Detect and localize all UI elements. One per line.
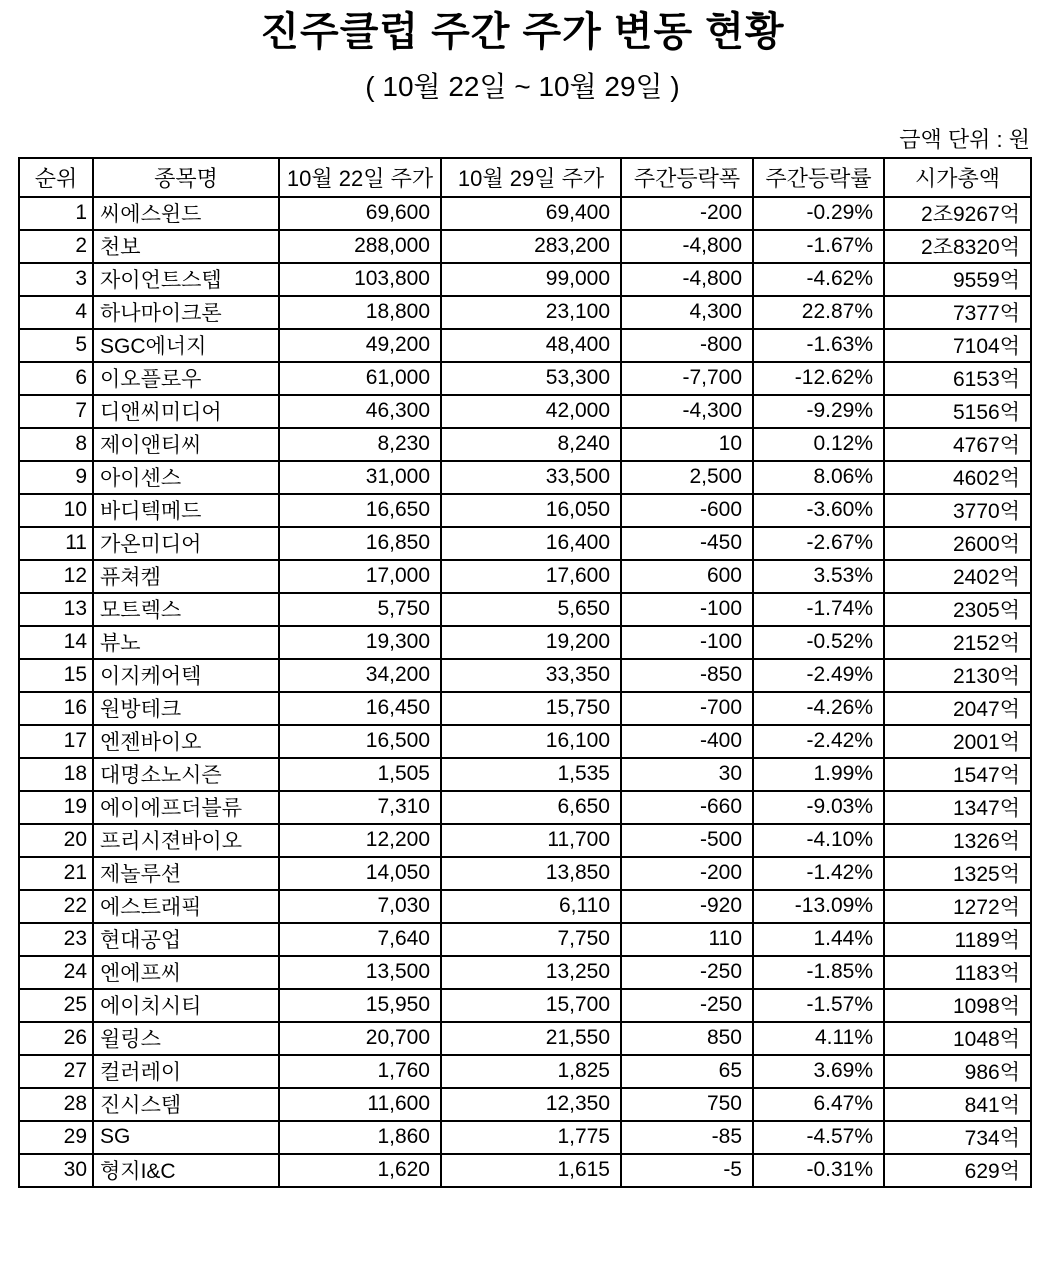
cell-name: 이지케어텍	[93, 659, 279, 692]
cell-market-cap: 1547억	[884, 758, 1031, 791]
cell-price-oct29: 7,750	[441, 923, 621, 956]
table-row	[19, 494, 1031, 527]
cell-rank: 17	[19, 725, 93, 758]
cell-name: 이오플로우	[93, 362, 279, 395]
cell-rank: 2	[19, 230, 93, 263]
cell-price-oct22: 288,000	[279, 230, 441, 263]
header-cell-price-oct22: 10월 22일 주가	[279, 158, 441, 197]
table-row	[19, 263, 1031, 296]
cell-change-amount: 600	[621, 560, 753, 593]
cell-change-rate: -4.10%	[753, 824, 884, 857]
cell-price-oct22: 31,000	[279, 461, 441, 494]
cell-price-oct22: 7,310	[279, 791, 441, 824]
cell-name: 프리시젼바이오	[93, 824, 279, 857]
cell-market-cap: 1325억	[884, 857, 1031, 890]
cell-rank: 21	[19, 857, 93, 890]
table-row	[19, 956, 1031, 989]
cell-change-rate: 3.69%	[753, 1055, 884, 1088]
cell-market-cap: 841억	[884, 1088, 1031, 1121]
cell-change-rate: 1.44%	[753, 923, 884, 956]
cell-name: 대명소노시즌	[93, 758, 279, 791]
cell-price-oct29: 42,000	[441, 395, 621, 428]
cell-name: 윌링스	[93, 1022, 279, 1055]
header-cell-price-oct29: 10월 29일 주가	[441, 158, 621, 197]
cell-market-cap: 2조9267억	[884, 197, 1031, 230]
cell-rank: 4	[19, 296, 93, 329]
cell-rank: 15	[19, 659, 93, 692]
cell-change-amount: -500	[621, 824, 753, 857]
cell-market-cap: 1183억	[884, 956, 1031, 989]
cell-change-rate: 3.53%	[753, 560, 884, 593]
cell-change-amount: 4,300	[621, 296, 753, 329]
table-row	[19, 692, 1031, 725]
cell-rank: 11	[19, 527, 93, 560]
cell-change-rate: 0.12%	[753, 428, 884, 461]
table-row	[19, 1121, 1031, 1154]
table-row	[19, 1088, 1031, 1121]
cell-change-amount: -4,800	[621, 230, 753, 263]
cell-name: 가온미디어	[93, 527, 279, 560]
cell-price-oct22: 15,950	[279, 989, 441, 1022]
cell-price-oct29: 21,550	[441, 1022, 621, 1055]
cell-rank: 19	[19, 791, 93, 824]
cell-price-oct22: 34,200	[279, 659, 441, 692]
table-row	[19, 593, 1031, 626]
header-cell-rank: 순위	[19, 158, 93, 197]
cell-change-rate: -0.52%	[753, 626, 884, 659]
cell-change-amount: -4,800	[621, 263, 753, 296]
cell-change-amount: 2,500	[621, 461, 753, 494]
cell-name: SGC에너지	[93, 329, 279, 362]
cell-change-amount: -850	[621, 659, 753, 692]
cell-price-oct22: 61,000	[279, 362, 441, 395]
cell-price-oct29: 33,500	[441, 461, 621, 494]
cell-change-amount: -450	[621, 527, 753, 560]
cell-change-amount: -85	[621, 1121, 753, 1154]
cell-change-rate: -2.67%	[753, 527, 884, 560]
cell-price-oct22: 1,620	[279, 1154, 441, 1187]
table-row	[19, 1154, 1031, 1187]
unit-note: 금액 단위 : 원	[899, 126, 1030, 152]
cell-market-cap: 4602억	[884, 461, 1031, 494]
cell-rank: 9	[19, 461, 93, 494]
table-row	[19, 461, 1031, 494]
cell-name: 뷰노	[93, 626, 279, 659]
cell-price-oct22: 7,640	[279, 923, 441, 956]
cell-change-rate: -2.42%	[753, 725, 884, 758]
cell-price-oct22: 14,050	[279, 857, 441, 890]
page	[0, 8, 1045, 1270]
cell-rank: 26	[19, 1022, 93, 1055]
cell-market-cap: 2001억	[884, 725, 1031, 758]
cell-name: 천보	[93, 230, 279, 263]
cell-market-cap: 6153억	[884, 362, 1031, 395]
cell-market-cap: 7104억	[884, 329, 1031, 362]
cell-rank: 6	[19, 362, 93, 395]
cell-change-rate: -3.60%	[753, 494, 884, 527]
cell-market-cap: 986억	[884, 1055, 1031, 1088]
cell-price-oct29: 8,240	[441, 428, 621, 461]
cell-change-rate: -4.26%	[753, 692, 884, 725]
cell-change-amount: -660	[621, 791, 753, 824]
table-row	[19, 329, 1031, 362]
cell-price-oct29: 53,300	[441, 362, 621, 395]
cell-change-rate: 6.47%	[753, 1088, 884, 1121]
cell-rank: 28	[19, 1088, 93, 1121]
cell-price-oct29: 283,200	[441, 230, 621, 263]
cell-price-oct22: 16,450	[279, 692, 441, 725]
cell-price-oct29: 12,350	[441, 1088, 621, 1121]
table-row	[19, 791, 1031, 824]
cell-change-rate: 4.11%	[753, 1022, 884, 1055]
cell-change-amount: -400	[621, 725, 753, 758]
cell-price-oct29: 1,615	[441, 1154, 621, 1187]
table-row	[19, 890, 1031, 923]
cell-price-oct22: 20,700	[279, 1022, 441, 1055]
cell-price-oct29: 23,100	[441, 296, 621, 329]
cell-rank: 18	[19, 758, 93, 791]
cell-price-oct29: 6,650	[441, 791, 621, 824]
header-cell-name: 종목명	[93, 158, 279, 197]
cell-price-oct29: 15,700	[441, 989, 621, 1022]
cell-change-rate: -4.62%	[753, 263, 884, 296]
cell-price-oct22: 7,030	[279, 890, 441, 923]
cell-price-oct29: 13,850	[441, 857, 621, 890]
cell-price-oct29: 1,825	[441, 1055, 621, 1088]
table-row	[19, 197, 1031, 230]
cell-change-rate: -1.85%	[753, 956, 884, 989]
cell-name: SG	[93, 1121, 279, 1154]
cell-market-cap: 2130억	[884, 659, 1031, 692]
cell-market-cap: 2402억	[884, 560, 1031, 593]
cell-price-oct22: 13,500	[279, 956, 441, 989]
table-row	[19, 230, 1031, 263]
cell-name: 컬러레이	[93, 1055, 279, 1088]
cell-change-amount: 30	[621, 758, 753, 791]
table-row	[19, 527, 1031, 560]
cell-change-rate: -0.29%	[753, 197, 884, 230]
cell-rank: 24	[19, 956, 93, 989]
cell-rank: 25	[19, 989, 93, 1022]
cell-name: 형지I&C	[93, 1154, 279, 1187]
table-header-row	[19, 158, 1031, 197]
cell-price-oct22: 18,800	[279, 296, 441, 329]
cell-change-rate: -1.42%	[753, 857, 884, 890]
cell-price-oct22: 1,760	[279, 1055, 441, 1088]
cell-name: 디앤씨미디어	[93, 395, 279, 428]
cell-change-amount: -920	[621, 890, 753, 923]
cell-change-rate: 8.06%	[753, 461, 884, 494]
cell-change-amount: 750	[621, 1088, 753, 1121]
cell-rank: 29	[19, 1121, 93, 1154]
cell-change-amount: -100	[621, 593, 753, 626]
cell-name: 퓨쳐켐	[93, 560, 279, 593]
cell-change-rate: -13.09%	[753, 890, 884, 923]
cell-name: 에이치시티	[93, 989, 279, 1022]
cell-price-oct29: 16,100	[441, 725, 621, 758]
cell-rank: 27	[19, 1055, 93, 1088]
cell-change-rate: -9.29%	[753, 395, 884, 428]
cell-price-oct29: 13,250	[441, 956, 621, 989]
cell-rank: 5	[19, 329, 93, 362]
cell-price-oct22: 16,500	[279, 725, 441, 758]
cell-price-oct22: 1,505	[279, 758, 441, 791]
cell-change-amount: -700	[621, 692, 753, 725]
header-cell-change-amount: 주간등락폭	[621, 158, 753, 197]
cell-change-rate: 1.99%	[753, 758, 884, 791]
cell-rank: 8	[19, 428, 93, 461]
cell-name: 진시스템	[93, 1088, 279, 1121]
cell-market-cap: 1048억	[884, 1022, 1031, 1055]
cell-market-cap: 629억	[884, 1154, 1031, 1187]
cell-change-amount: 110	[621, 923, 753, 956]
cell-change-amount: -250	[621, 956, 753, 989]
table-row	[19, 362, 1031, 395]
table-row	[19, 428, 1031, 461]
table-row	[19, 857, 1031, 890]
cell-change-rate: -1.63%	[753, 329, 884, 362]
cell-name: 제놀루션	[93, 857, 279, 890]
cell-price-oct29: 15,750	[441, 692, 621, 725]
cell-price-oct22: 1,860	[279, 1121, 441, 1154]
cell-change-amount: -5	[621, 1154, 753, 1187]
table-row	[19, 395, 1031, 428]
cell-rank: 16	[19, 692, 93, 725]
cell-price-oct22: 19,300	[279, 626, 441, 659]
cell-price-oct22: 16,850	[279, 527, 441, 560]
stock-table	[18, 157, 1032, 1188]
cell-name: 아이센스	[93, 461, 279, 494]
cell-name: 자이언트스텝	[93, 263, 279, 296]
table-row	[19, 923, 1031, 956]
cell-rank: 3	[19, 263, 93, 296]
cell-name: 제이앤티씨	[93, 428, 279, 461]
cell-name: 모트렉스	[93, 593, 279, 626]
table-row	[19, 725, 1031, 758]
table-body	[19, 197, 1031, 1187]
cell-change-rate: -4.57%	[753, 1121, 884, 1154]
cell-change-amount: -200	[621, 197, 753, 230]
cell-price-oct29: 69,400	[441, 197, 621, 230]
cell-market-cap: 3770억	[884, 494, 1031, 527]
cell-market-cap: 2600억	[884, 527, 1031, 560]
cell-market-cap: 2152억	[884, 626, 1031, 659]
cell-change-amount: 850	[621, 1022, 753, 1055]
cell-price-oct29: 99,000	[441, 263, 621, 296]
cell-change-rate: -9.03%	[753, 791, 884, 824]
cell-price-oct29: 17,600	[441, 560, 621, 593]
cell-market-cap: 7377억	[884, 296, 1031, 329]
cell-market-cap: 1347억	[884, 791, 1031, 824]
cell-change-amount: -4,300	[621, 395, 753, 428]
cell-change-rate: 22.87%	[753, 296, 884, 329]
table-row	[19, 659, 1031, 692]
cell-rank: 7	[19, 395, 93, 428]
cell-price-oct29: 11,700	[441, 824, 621, 857]
cell-price-oct22: 49,200	[279, 329, 441, 362]
cell-change-rate: -1.57%	[753, 989, 884, 1022]
cell-rank: 23	[19, 923, 93, 956]
page-title: 진주클럽 주간 주가 변동 현황	[260, 10, 785, 54]
cell-name: 엔에프씨	[93, 956, 279, 989]
cell-price-oct29: 19,200	[441, 626, 621, 659]
cell-change-amount: -200	[621, 857, 753, 890]
cell-change-amount: -250	[621, 989, 753, 1022]
cell-market-cap: 2조8320억	[884, 230, 1031, 263]
cell-change-rate: -2.49%	[753, 659, 884, 692]
table-row	[19, 989, 1031, 1022]
cell-market-cap: 1189억	[884, 923, 1031, 956]
header-cell-market-cap: 시가총액	[884, 158, 1031, 197]
cell-rank: 20	[19, 824, 93, 857]
cell-change-rate: -1.74%	[753, 593, 884, 626]
table-row	[19, 758, 1031, 791]
cell-price-oct29: 16,050	[441, 494, 621, 527]
cell-market-cap: 4767억	[884, 428, 1031, 461]
cell-name: 씨에스윈드	[93, 197, 279, 230]
table-row	[19, 824, 1031, 857]
cell-rank: 30	[19, 1154, 93, 1187]
cell-market-cap: 2047억	[884, 692, 1031, 725]
cell-change-rate: -0.31%	[753, 1154, 884, 1187]
cell-name: 엔젠바이오	[93, 725, 279, 758]
cell-price-oct29: 6,110	[441, 890, 621, 923]
cell-price-oct22: 5,750	[279, 593, 441, 626]
cell-name: 에이에프더블류	[93, 791, 279, 824]
cell-price-oct22: 46,300	[279, 395, 441, 428]
header-cell-change-rate: 주간등락률	[753, 158, 884, 197]
cell-change-amount: 65	[621, 1055, 753, 1088]
page-subtitle: ( 10월 22일 ~ 10월 29일 )	[365, 71, 680, 102]
cell-market-cap: 1098억	[884, 989, 1031, 1022]
table-row	[19, 1055, 1031, 1088]
cell-change-rate: -12.62%	[753, 362, 884, 395]
table-row	[19, 1022, 1031, 1055]
cell-price-oct22: 16,650	[279, 494, 441, 527]
cell-price-oct29: 1,775	[441, 1121, 621, 1154]
cell-price-oct29: 5,650	[441, 593, 621, 626]
cell-change-amount: -7,700	[621, 362, 753, 395]
cell-rank: 14	[19, 626, 93, 659]
table-row	[19, 560, 1031, 593]
cell-change-amount: -800	[621, 329, 753, 362]
cell-name: 현대공업	[93, 923, 279, 956]
cell-rank: 10	[19, 494, 93, 527]
cell-market-cap: 734억	[884, 1121, 1031, 1154]
cell-rank: 13	[19, 593, 93, 626]
cell-rank: 1	[19, 197, 93, 230]
cell-price-oct22: 12,200	[279, 824, 441, 857]
cell-price-oct29: 33,350	[441, 659, 621, 692]
cell-price-oct22: 69,600	[279, 197, 441, 230]
table-row	[19, 296, 1031, 329]
cell-name: 하나마이크론	[93, 296, 279, 329]
cell-market-cap: 1272억	[884, 890, 1031, 923]
table-row	[19, 626, 1031, 659]
cell-price-oct22: 17,000	[279, 560, 441, 593]
cell-price-oct29: 16,400	[441, 527, 621, 560]
cell-market-cap: 2305억	[884, 593, 1031, 626]
cell-change-amount: -100	[621, 626, 753, 659]
cell-name: 바디텍메드	[93, 494, 279, 527]
cell-rank: 22	[19, 890, 93, 923]
cell-name: 에스트래픽	[93, 890, 279, 923]
cell-change-amount: 10	[621, 428, 753, 461]
cell-price-oct22: 8,230	[279, 428, 441, 461]
cell-price-oct29: 1,535	[441, 758, 621, 791]
cell-market-cap: 1326억	[884, 824, 1031, 857]
cell-change-amount: -600	[621, 494, 753, 527]
cell-price-oct29: 48,400	[441, 329, 621, 362]
cell-price-oct22: 11,600	[279, 1088, 441, 1121]
cell-market-cap: 9559억	[884, 263, 1031, 296]
cell-name: 원방테크	[93, 692, 279, 725]
cell-rank: 12	[19, 560, 93, 593]
cell-market-cap: 5156억	[884, 395, 1031, 428]
cell-change-rate: -1.67%	[753, 230, 884, 263]
cell-price-oct22: 103,800	[279, 263, 441, 296]
